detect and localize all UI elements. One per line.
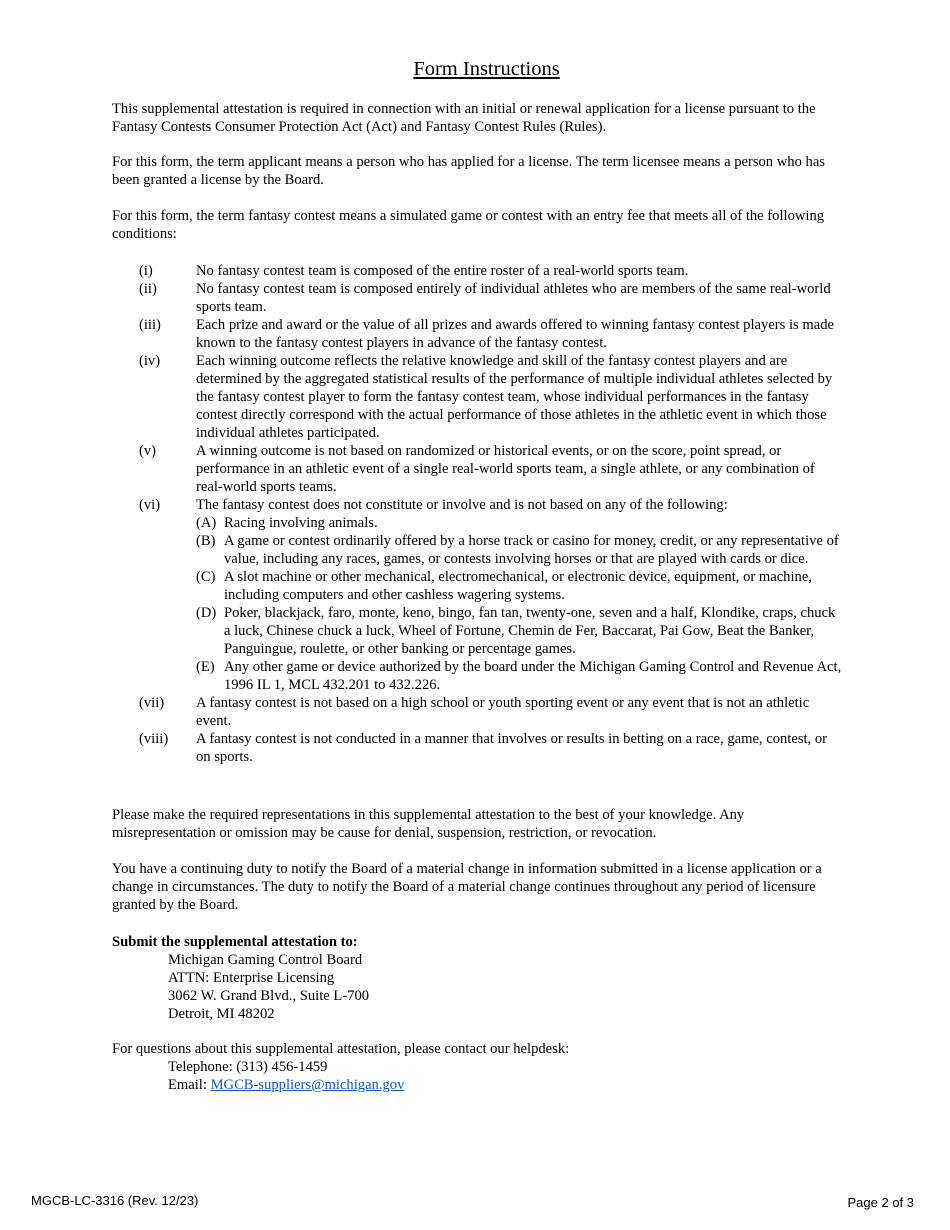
- list-item-number: (ii): [139, 281, 157, 297]
- contact-telephone: Telephone: (313) 456-1459: [168, 1059, 328, 1075]
- sub-item: [196, 514, 842, 532]
- definition-paragraph: For this form, the term applicant means a person who has applied for a license. The term licensee means a person who has been granted a license by the Board.: [112, 154, 825, 188]
- representation-paragraph: Please make the required representations in this supplemental attestation to the best of your knowledge. Any misrepresentation or omission may be cause for denial, suspension, restriction, or revocation.: [112, 807, 745, 841]
- list-item-number: (iv): [139, 353, 161, 369]
- intro-paragraph: This supplemental attestation is required in connection with an initial or renewal application for a license pursuant to the Fantasy Contests Consumer Protection Act (Act) and Fantasy Contest Rules (Rules).: [112, 101, 816, 135]
- sub-item: [196, 532, 842, 568]
- list-item: [112, 694, 842, 730]
- form-id: MGCB-LC-3316 (Rev. 12/23): [31, 1193, 199, 1208]
- address-line: ATTN: Enterprise Licensing: [168, 970, 335, 986]
- list-item-text: A winning outcome is not based on randomized or historical events, or on the score, point spread, or performance in an athletic event of a single real-world sports team, a single athlete, or any combination of real-world sports teams.: [196, 443, 815, 495]
- list-item-text: The fantasy contest does not constitute or involve and is not based on any of the following:: [196, 497, 728, 513]
- sub-item: [196, 658, 842, 694]
- list-item: [112, 442, 842, 496]
- conditions-list: [112, 262, 842, 766]
- page-title: Form Instructions: [413, 58, 560, 80]
- address-line: 3062 W. Grand Blvd., Suite L-700: [168, 988, 370, 1004]
- page-number: Page 2 of 3: [847, 1195, 914, 1210]
- contact-section: [112, 1040, 840, 1094]
- sub-item-text: Any other game or device authorized by the board under the Michigan Gaming Control and Revenue Act, 1996 IL 1, MCL 432.201 to 432.226.: [224, 659, 842, 693]
- list-item-number: (v): [139, 443, 157, 459]
- fantasy-contest-definition: For this form, the term fantasy contest means a simulated game or contest with an entry fee that meets all of the following conditions:: [112, 208, 825, 242]
- sub-item: [196, 604, 842, 658]
- sub-item-letter: (A): [196, 515, 217, 531]
- list-item-text: No fantasy contest team is composed of the entire roster of a real-world sports team.: [196, 263, 689, 279]
- list-item-text: Each winning outcome reflects the relative knowledge and skill of the fantasy contest players and are determined by the aggregated statistical results of the performance of multiple individual athletes selected by the fantasy contest player to form the fantasy contest team, whose individual performances in the fantasy contest directly correspond with the actual performance of those athletes in the athletic event in which those individual athletes participated.: [196, 353, 833, 441]
- list-item-number: (vii): [139, 695, 165, 711]
- sub-item-letter: (E): [196, 659, 215, 675]
- list-item-number: (i): [139, 263, 153, 279]
- submit-heading: Submit the supplemental attestation to:: [112, 934, 358, 950]
- list-item-number: (viii): [139, 731, 169, 747]
- list-item-text: No fantasy contest team is composed entirely of individual athletes who are members of the same real-world sports team.: [196, 281, 831, 315]
- list-item-number: (vi): [139, 497, 161, 513]
- list-item: [112, 730, 842, 766]
- sub-item-text: A slot machine or other mechanical, electromechanical, or electronic device, equipment, or machine, including computers and other cashless wagering systems.: [224, 569, 812, 603]
- submit-section: [112, 933, 840, 1023]
- contact-email-row: [112, 1076, 840, 1094]
- duty-paragraph: You have a continuing duty to notify the Board of a material change in information submitted in a license application or a change in circumstances. The duty to notify the Board of a material change continues throughout any period of licensure granted by the Board.: [112, 861, 822, 913]
- sub-item-letter: (B): [196, 533, 216, 549]
- list-item: [112, 316, 842, 352]
- email-label: Email:: [168, 1077, 211, 1093]
- list-item-text: A fantasy contest is not based on a high school or youth sporting event or any event that is not an athletic event.: [196, 695, 810, 729]
- email-link[interactable]: MGCB-suppliers@michigan.gov: [210, 1077, 405, 1093]
- list-item-number: (iii): [139, 317, 161, 333]
- address-line: Michigan Gaming Control Board: [168, 952, 363, 968]
- list-item: [112, 352, 842, 442]
- list-item: [112, 280, 842, 316]
- sub-item-letter: (C): [196, 569, 216, 585]
- contact-intro: For questions about this supplemental attestation, please contact our helpdesk:: [112, 1041, 570, 1057]
- sub-item-text: Racing involving animals.: [224, 515, 378, 531]
- list-item-text: A fantasy contest is not conducted in a manner that involves or results in betting on a race, game, contest, or on sports.: [196, 731, 828, 765]
- list-item: [112, 262, 842, 280]
- list-item-text: Each prize and award or the value of all prizes and awards offered to winning fantasy contest players is made known to the fantasy contest players in advance of the fantasy contest.: [196, 317, 834, 351]
- sub-item-letter: (D): [196, 605, 217, 621]
- address-line: Detroit, MI 48202: [168, 1006, 275, 1022]
- sub-item-text: A game or contest ordinarily offered by a horse track or casino for money, credit, or any representative of value, including any races, games, or contests involving horses or that are played with cards or dice.: [224, 533, 839, 567]
- list-item: [112, 496, 842, 694]
- sub-item-text: Poker, blackjack, faro, monte, keno, bingo, fan tan, twenty-one, seven and a half, Klondike, craps, chuck a luck, Chinese chuck a luck, Wheel of Fortune, Chemin de Fer, Baccarat, Pai Gow, Beat the Banker, Panguingue, roulette, or other banking or percentage games.: [224, 605, 836, 657]
- sub-item: [196, 568, 842, 604]
